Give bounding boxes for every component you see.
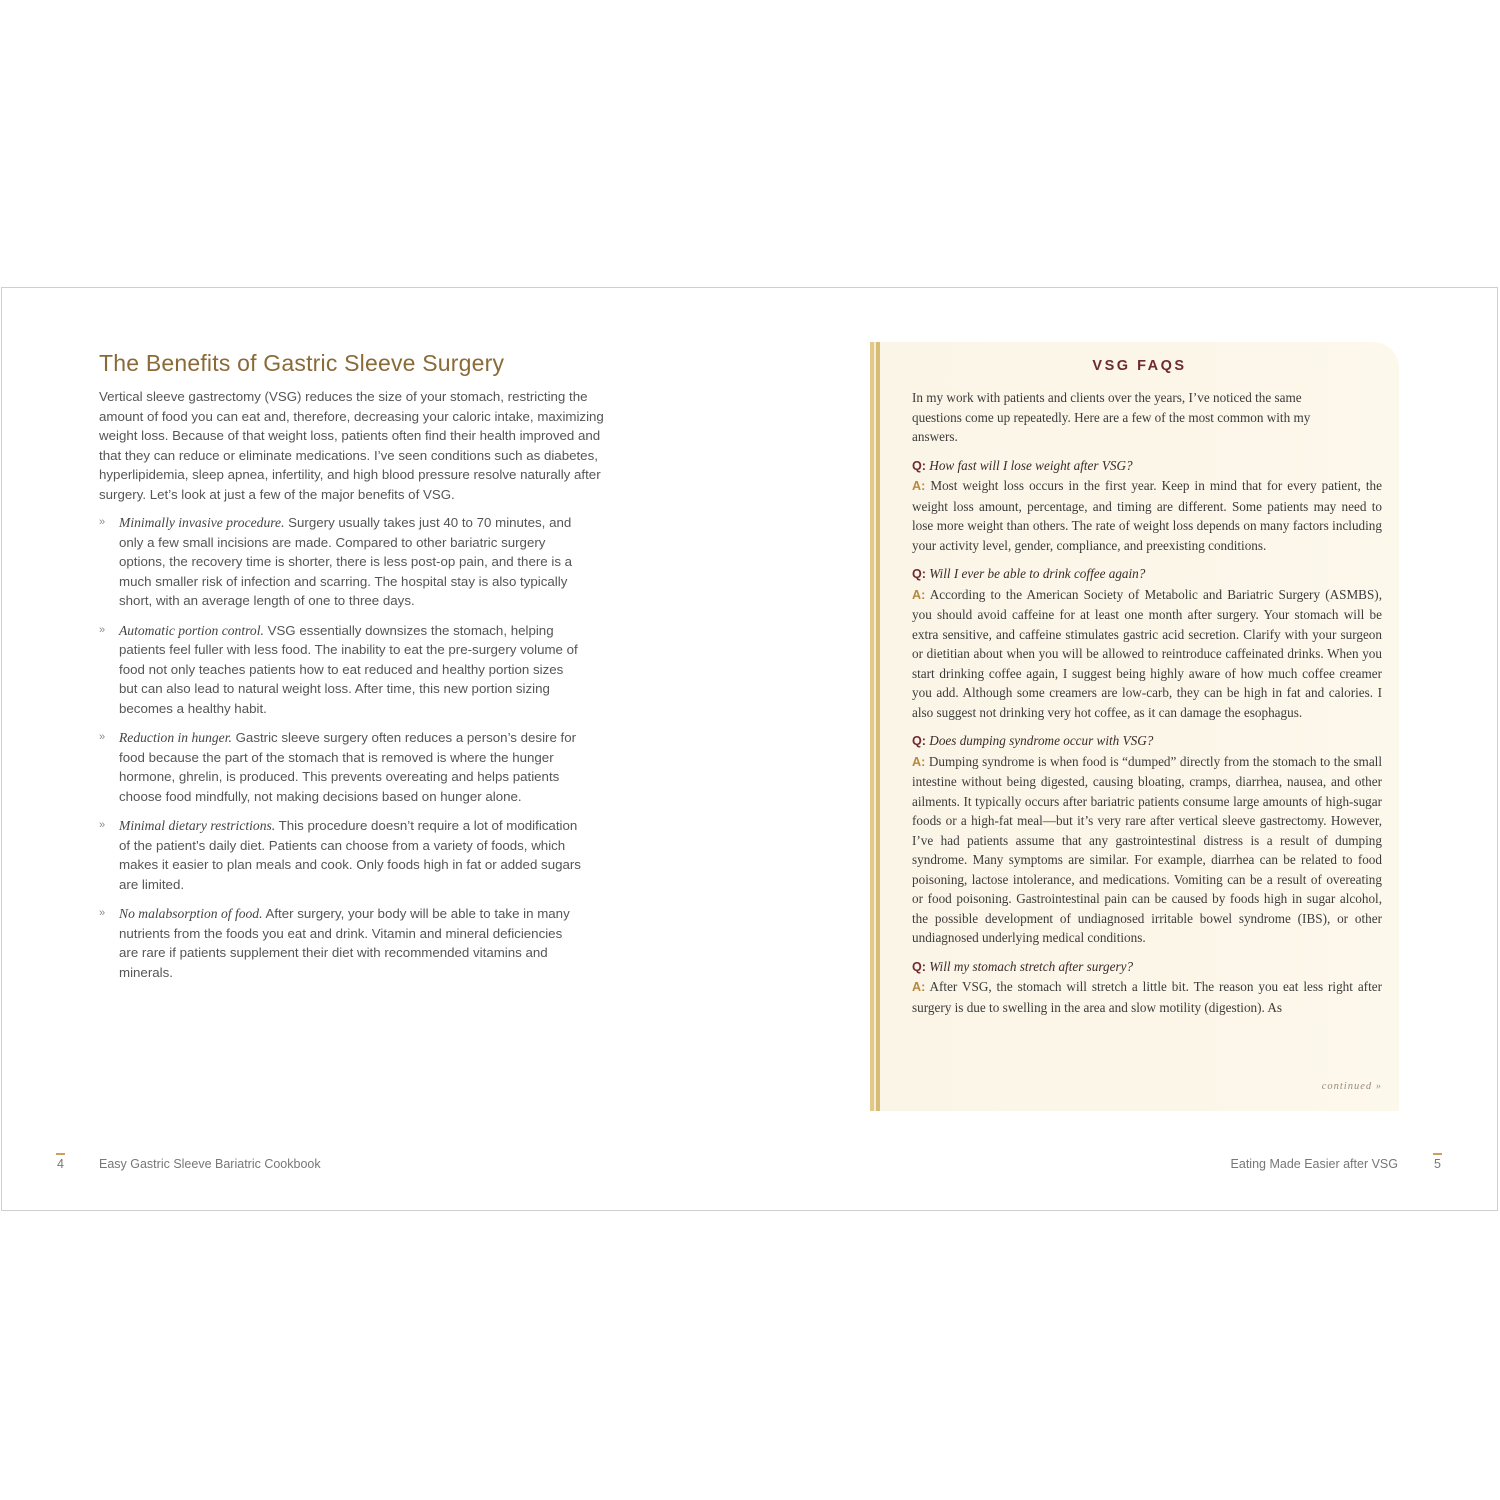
answer-label: A:: [912, 754, 926, 769]
benefits-column: [99, 387, 619, 992]
faq-question: [912, 957, 1382, 978]
faq-answer: [912, 752, 1382, 948]
running-head-left: Easy Gastric Sleeve Bariatric Cookbook: [99, 1157, 321, 1171]
question-text: Will I ever be able to drink coffee again?: [929, 566, 1146, 581]
list-item: [99, 621, 581, 719]
bullet-chevron-icon: »: [99, 623, 106, 636]
page-number-left: 4: [57, 1157, 64, 1171]
answer-label: A:: [912, 479, 926, 493]
answer-label: A:: [912, 980, 926, 994]
folio-rule-right: [1433, 1153, 1442, 1155]
faq-answer: [912, 585, 1382, 723]
question-label: Q:: [912, 959, 926, 974]
benefit-term: No malabsorption of food.: [119, 906, 263, 921]
benefit-text: This procedure doesn’t require a lot of modification of the patient’s daily diet. Patients can choose from a variety of foods, which makes it easier to plan meals and cook. Only foods high in fat or added sugars are limited.: [119, 818, 581, 892]
bullet-chevron-icon: »: [99, 731, 106, 743]
benefit-term: Automatic portion control.: [119, 622, 264, 638]
faq-intro: In my work with patients and clients over the years, I’ve noticed the same questions come up repeatedly. Here are a few of the most common with my answers.: [912, 390, 1311, 444]
answer-text: Dumping syndrome is when food is “dumped” directly from the stomach to the small intestine without being digested, causing bloating, cramps, diarrhea, nausea, and other ailments. It typically occurs after bariatric patients consume large amounts of high-sugar foods or a high-fat meal—but it’s very rare after vertical sleeve gastrectomy. However, I’ve had patients assume that any gastrointestinal distress is a result of dumping syndrome. Many symptoms are similar. For example, diarrhea can be related to food poisoning, lactose intolerance, and medications. Vomiting can be a result of overeating or food poisoning. Gastrointestinal pain can be caused by foods high in sugar alcohol, the possible development of undiagnosed irritable bowel syndrome (IBS), or other undiagnosed underlying medical conditions.: [912, 753, 1382, 945]
question-label: Q:: [912, 734, 926, 748]
faq-item: [912, 564, 1382, 722]
intro-paragraph: Vertical sleeve gastrectomy (VSG) reduces the size of your stomach, restricting the amount of food you can eat and, therefore, decreasing your caloric intake, maximizing weight loss. Because of that weight loss, patients often find their health improved and that they can reduce or eliminate medications. I’ve seen conditions such as diabetes, hyperlipidemia, sleep apnea, infertility, and high blood pressure resolve naturally after surgery. Let’s look at just a few of the major benefits of VSG.: [99, 389, 604, 502]
faq-answer: [912, 977, 1382, 1017]
faq-item: [912, 957, 1382, 1018]
benefit-term: Minimal dietary restrictions.: [119, 818, 276, 833]
continued-label: continued »: [1321, 1081, 1382, 1092]
faq-question: [912, 456, 1382, 477]
question-text: Will my stomach stretch after surgery?: [929, 958, 1134, 974]
benefit-term: Reduction in hunger.: [119, 730, 232, 745]
running-head-right: Eating Made Easier after VSG: [1230, 1157, 1398, 1171]
benefit-text: Surgery usually takes just 40 to 70 minutes, and only a few small incisions are made. Compared to other bariatric surgery options, the recovery time is shorter, there is less post-op pain, and there is a much smaller risk of infection and scarring. The hospital stay is also typically short, with an average length of one to three days.: [119, 515, 573, 608]
answer-text: After VSG, the stomach will stretch a little bit. The reason you eat less right after surgery is due to swelling in the area and slow motility (digestion). As: [912, 979, 1382, 1015]
question-text: Does dumping syndrome occur with VSG?: [929, 733, 1154, 748]
benefit-text: After surgery, your body will be able to take in many nutrients from the foods you eat and drink. Vitamin and mineral deficiencies are rare if patients supplement their diet with recommended vitamins and minerals.: [119, 906, 570, 980]
faq-item: [912, 456, 1382, 556]
list-item: [99, 904, 581, 982]
answer-label: A:: [912, 587, 926, 602]
bullet-chevron-icon: »: [99, 907, 106, 919]
question-label: Q:: [912, 458, 926, 473]
page-title: The Benefits of Gastric Sleeve Surgery: [99, 350, 505, 376]
question-text: How fast will I lose weight after VSG?: [929, 457, 1133, 473]
bullet-chevron-icon: »: [99, 819, 106, 831]
answer-text: Most weight loss occurs in the first year. Keep in mind that for every patient, the weight loss amount, percentage, and timing are different. Some patients may need to lose more weight than others. The rate of weight loss depends on many factors including your activity level, gender, compliance, and preexisting conditions.: [912, 478, 1382, 553]
faq-question: [912, 564, 1382, 585]
list-item: [99, 728, 581, 806]
question-label: Q:: [912, 567, 926, 581]
page-number-right: 5: [1434, 1157, 1441, 1171]
benefit-text: VSG essentially downsizes the stomach, helping patients feel fuller with less food. The inability to eat the pre-surgery volume of food not only teaches patients how to eat reduced and healthy portion sizes but can also lead to natural weight loss. After time, this new portion sizing becomes a healthy habit.: [119, 622, 578, 716]
answer-text: According to the American Society of Metabolic and Bariatric Surgery (ASMBS), you should avoid caffeine for at least one month after surgery. Your stomach will be extra sensitive, and caffeine stimulates gastric acid secretion. Clarify with your surgeon or dietitian about when you will be allowed to reintroduce caffeinated drinks. When you start drinking coffee again, I suggest being highly aware of how much coffee creamer you add. Although some creamers are low-carb, they can be high in fat and calories. I also suggest not drinking very hot coffee, as it can damage the esophagus.: [912, 586, 1382, 720]
faq-heading: VSG FAQS: [1092, 358, 1187, 374]
faq-body: [912, 388, 1382, 1026]
faq-decorative-bar: [870, 342, 880, 1111]
benefits-list: [99, 513, 619, 982]
list-item: [99, 816, 581, 894]
benefit-text: Gastric sleeve surgery often reduces a person’s desire for food because the part of the stomach that is removed is where the hunger hormone, ghrelin, is produced. This prevents overeating and helps patients choose food mindfully, not making decisions based on hunger alone.: [119, 730, 577, 804]
faq-answer: [912, 476, 1382, 555]
bullet-chevron-icon: »: [99, 516, 106, 528]
benefit-term: Minimally invasive procedure.: [119, 515, 285, 530]
folio-rule-left: [56, 1153, 65, 1155]
faq-item: [912, 731, 1382, 948]
faq-question: [912, 731, 1382, 752]
list-item: [99, 513, 581, 611]
